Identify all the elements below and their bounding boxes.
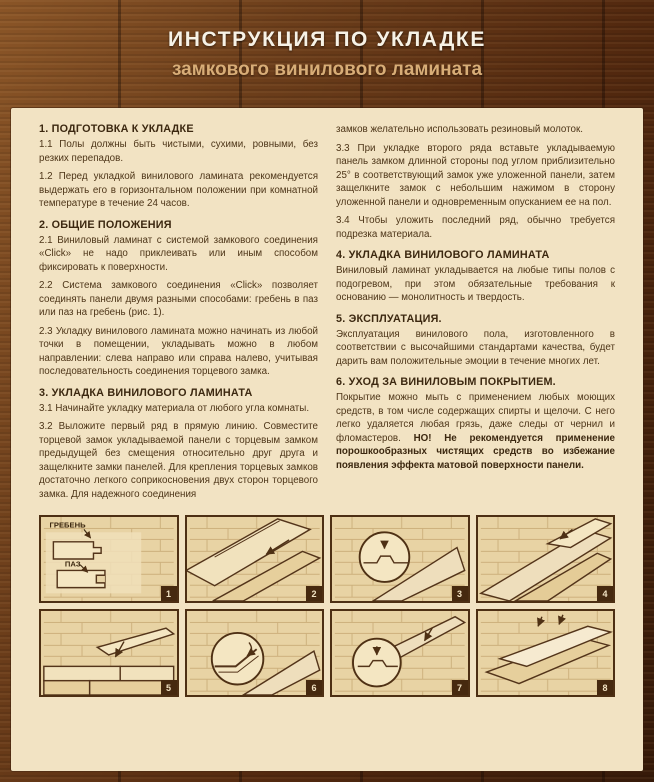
figure-1-illustration [41, 517, 177, 601]
section-heading: 2. ОБЩИЕ ПОЛОЖЕНИЯ [39, 218, 172, 231]
figure-7 [330, 609, 470, 697]
right-column [336, 123, 615, 506]
paragraph: 2.3 Укладку винилового ламината можно начинать из любой точки в помещении, укладывать можно в любом направлении: слева направо или справа налево, учитывая последовательность соединения торцевого замка. [39, 325, 318, 378]
left-column [39, 123, 318, 506]
tongue-label: ГРЕБЕНЬ [49, 520, 86, 530]
figure-2 [185, 515, 325, 603]
paragraph: замков желательно использовать резиновый молоток. [336, 124, 583, 135]
figure-8 [476, 609, 616, 697]
instructions-columns [39, 123, 615, 506]
paragraph: 3.3 При укладке второго ряда вставьте укладываемую панель замком длинной стороны под углом приблизительно 25° в соответствующий замок уже уложенной панели, затем защелкните замок с небольшим нажимом в сторону уложенной панели и одновременным опусканием ее на пол. [336, 142, 615, 208]
paragraph: Эксплуатация винилового пола, изготовленного в соответствии с высочайшими стандартами качества, будет дарить вам положительные эмоции в течение многих лет. [336, 328, 615, 367]
figure-grid [39, 515, 615, 697]
figure-4 [476, 515, 616, 603]
section-heading: 6. УХОД ЗА ВИНИЛОВЫМ ПОКРЫТИЕМ. [336, 376, 556, 389]
figure-5 [39, 609, 179, 697]
figure-number-badge: 7 [452, 680, 468, 695]
paragraph: 1.2 Перед укладкой винилового ламината рекомендуется выдержать его в горизонтальном положении при комнатной температуре в течение 24 часов. [39, 171, 318, 210]
figure-2-illustration [187, 517, 323, 601]
header [0, 0, 654, 108]
paragraph: 3.1 Начинайте укладку материала от любого угла комнаты. [39, 402, 310, 414]
paragraph: 2.1 Виниловый ламинат с системой замкового соединения «Click» не надо приклеивать или иным способом фиксировать к поверхности. [39, 234, 318, 273]
page-subtitle: замкового винилового ламината [171, 58, 483, 80]
figure-4-illustration [478, 517, 614, 601]
figure-number-badge: 4 [597, 586, 613, 601]
figure-3-illustration [332, 517, 468, 601]
instruction-sheet [11, 108, 643, 771]
figure-3 [330, 515, 470, 603]
paragraph: 3.4 Чтобы уложить последний ряд, обычно требуется подрезка материала. [336, 215, 615, 240]
paragraph: 2.2 Система замкового соединения «Click» позволяет соединять панели двумя разными способами: гребень в паз или паз на гребень (рис. 1). [39, 280, 318, 319]
paragraph: 3.2 Выложите первый ряд в прямую линию. Совместите торцевой замок укладываемой панели с торцевым замком предыдущей без смещения относительно друг друга и защелкните замки панелей. Для крепления торцевых замков достаточно легкого соприкосновения двух сторон торцевого замка. Для надежного соединения [39, 421, 318, 500]
paragraph: Покрытие можно мыть с применением любых моющих средств, в том числе содержащих спирты и щелочи. С него легко удаляется любая грязь, даже следы от чернил и фломастеров. НО! Не рекомендуется применение порошкообразных чистящих средств во избежание появления эффекта матовой поверхности панели. [336, 392, 615, 471]
figure-number-badge: 2 [306, 586, 322, 601]
section-heading: 1. ПОДГОТОВКА К УКЛАДКЕ [39, 123, 194, 135]
groove-label: ПАЗ [64, 559, 81, 569]
figure-number-badge: 5 [161, 680, 177, 695]
figure-number-badge: 6 [306, 680, 322, 695]
section-heading: 3. УКЛАДКА ВИНИЛОВОГО ЛАМИНАТА [39, 386, 253, 399]
figure-1 [39, 515, 179, 603]
figure-7-illustration [332, 611, 468, 695]
figure-number-badge: 8 [597, 680, 613, 695]
page-title: ИНСТРУКЦИЯ ПО УКЛАДКЕ [168, 27, 486, 51]
figure-8-illustration [478, 611, 614, 695]
figure-6 [185, 609, 325, 697]
figure-6-illustration [187, 611, 323, 695]
section-heading: 4. УКЛАДКА ВИНИЛОВОГО ЛАМИНАТА [336, 249, 550, 262]
figure-5-illustration [41, 611, 177, 695]
paragraph: 1.1 Полы должны быть чистыми, сухими, ровными, без резких перепадов. [39, 139, 318, 164]
paragraph: Виниловый ламинат укладывается на любые типы полов с подогревом, при этом обязательные требования к основанию — монолитность и твердость. [336, 265, 615, 304]
figure-number-badge: 1 [161, 586, 177, 601]
section-heading: 5. ЭКСПЛУАТАЦИЯ. [336, 312, 442, 325]
figure-number-badge: 3 [452, 586, 468, 601]
